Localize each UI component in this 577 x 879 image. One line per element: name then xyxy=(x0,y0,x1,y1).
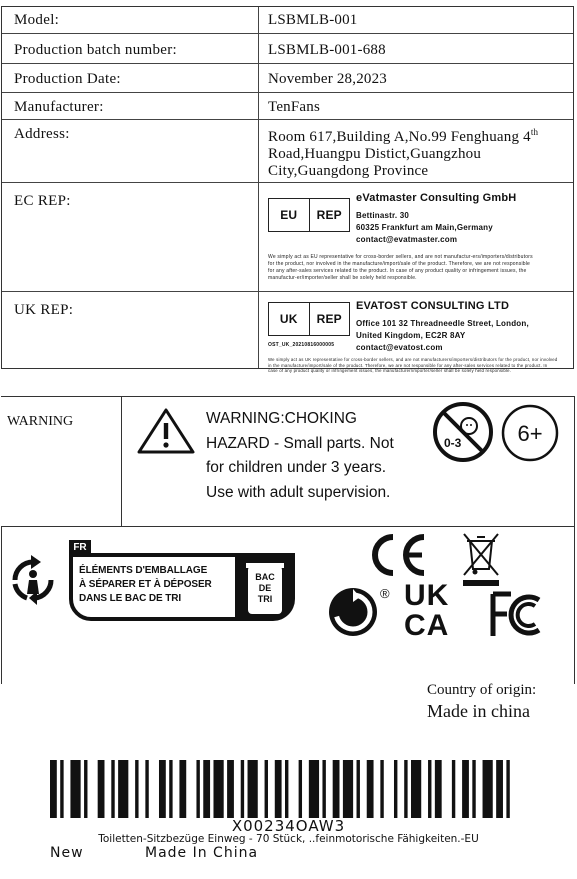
no-under-3-icon xyxy=(432,401,494,463)
uk-rep-badge-text: REP xyxy=(316,311,342,326)
right-border xyxy=(574,526,575,684)
rep-badge-text: REP xyxy=(316,207,342,222)
origin-label: Country of origin: xyxy=(427,682,537,698)
ce-mark-icon xyxy=(366,533,430,577)
barcode-description: Toiletten-Sitzbezüge Einweg - 70 Stück, ..feinmotorische Fähigkeiten.-EU xyxy=(98,833,479,845)
date-value: November 28,2023 xyxy=(268,71,388,87)
uk-rep-street: Office 101 32 Threadneedle Street, London, xyxy=(356,319,529,328)
weee-bin-icon xyxy=(461,531,501,587)
ukca-bottom: CA xyxy=(404,609,450,642)
warning-label: WARNING xyxy=(7,414,74,429)
recycling-instruction xyxy=(69,540,295,623)
uk-rep-code: OST_UK_20210816000005 xyxy=(268,342,335,348)
bin-line2: DE xyxy=(258,583,272,593)
uk-rep-company: EVATOST CONSULTING LTD xyxy=(356,300,510,312)
address-sup: th xyxy=(530,127,539,137)
ec-rep-city: 60325 Frankfurt am Main,Germany xyxy=(356,223,493,232)
bin-line1: BAC xyxy=(255,572,275,582)
recycling-line3: DANS LE BAC DE TRI xyxy=(79,593,182,604)
row-ec-rep xyxy=(2,183,573,292)
ec-rep-email: contact@evatmaster.com xyxy=(356,235,458,244)
ukca-top: UK xyxy=(404,579,450,612)
row-batch xyxy=(2,34,573,64)
left-border xyxy=(1,526,2,684)
green-dot-icon xyxy=(327,586,379,638)
address-label: Address: xyxy=(2,120,259,182)
ec-rep-company: eVatmaster Consulting GmbH xyxy=(356,192,517,204)
age-badge-text: 0-3 xyxy=(444,436,462,450)
row-date xyxy=(2,64,573,93)
product-info-table xyxy=(1,6,574,373)
recycling-line1: ÉLÉMENTS D'EMBALLAGE xyxy=(79,565,208,576)
batch-label: Production batch number: xyxy=(2,34,259,63)
sorting-bin-icon xyxy=(244,560,286,616)
fcc-mark-icon xyxy=(489,590,549,640)
recycling-line2: À SÉPARER ET À DÉPOSER xyxy=(79,579,212,590)
registered-mark: ® xyxy=(380,586,390,601)
barcode-number: X00234OAW3 xyxy=(231,817,346,835)
address-line2: Road,Huangpu Distict,Guangzhou xyxy=(268,146,482,162)
address-value xyxy=(259,120,573,182)
ec-rep-label: EC REP: xyxy=(2,183,259,291)
uk-rep-disclaimer: We simply act as UK representative for cross-border sellers, and are not manufacturers/importers/distributors for the product, nor involved in the manufacture/import/sale of the product. Therefore, we are not responsible for any after-sales services related to the product. In case of any product quality or infringement issues, the manufacturer/importer/seller shall be solely held responsible. xyxy=(268,357,558,373)
ec-rep-disclaimer: We simply act as EU representative for cross-border sellers, and are not manufactur-ers/importers/distributors for the product, nor involved in the manufacture/import/sale of the product. Therefore, we are not responsible for any after-sales services related to the product. In case of any product quality or infringement issues, the manufactur-er/importer/seller shall be solely held responsible. xyxy=(268,254,533,281)
warning-divider xyxy=(121,397,122,527)
row-model xyxy=(2,7,573,34)
uk-badge-text: UK xyxy=(269,303,310,335)
row-address xyxy=(2,120,573,183)
ec-rep-street: Bettinastr. 30 xyxy=(356,211,410,220)
uk-rep-email: contact@evatost.com xyxy=(356,343,443,352)
condition-label: New xyxy=(50,845,84,861)
row-uk-rep xyxy=(2,292,573,373)
warning-section xyxy=(1,396,575,527)
manufacturer-value: TenFans xyxy=(268,99,321,115)
barcode-icon xyxy=(50,760,520,818)
address-line1: Room 617,Building A,No.99 Fenghuang 4 xyxy=(268,129,531,145)
eu-badge-text: EU xyxy=(269,199,310,231)
ec-rep-block xyxy=(259,183,573,291)
eu-rep-badge xyxy=(268,198,350,232)
uk-rep-badge xyxy=(268,302,350,336)
model-value: LSBMLB-001 xyxy=(268,12,358,28)
batch-value: LSBMLB-001-688 xyxy=(268,42,386,58)
made-in-label: Made In China xyxy=(145,845,259,861)
fr-tag: FR xyxy=(69,540,91,554)
uk-rep-label: UK REP: xyxy=(2,292,259,368)
ukca-mark xyxy=(404,581,449,641)
model-label: Model: xyxy=(2,7,259,33)
origin-value: Made in china xyxy=(427,701,530,721)
age-6-plus-icon xyxy=(500,403,560,463)
warning-text: WARNING:CHOKING HAZARD - Small parts. Not for children under 3 years. Use with adult supervision. xyxy=(206,410,394,501)
uk-rep-city: United Kingdom, EC2R 8AY xyxy=(356,331,466,340)
triman-icon xyxy=(5,552,61,608)
age-plus-text: 6+ xyxy=(517,421,543,446)
manufacturer-label: Manufacturer: xyxy=(2,93,259,119)
uk-rep-block xyxy=(259,292,573,373)
row-manufacturer xyxy=(2,93,573,120)
warning-triangle-icon xyxy=(136,407,196,455)
date-label: Production Date: xyxy=(2,64,259,92)
address-line3: City,Guangdong Province xyxy=(268,163,429,179)
bin-line3: TRI xyxy=(257,594,273,604)
